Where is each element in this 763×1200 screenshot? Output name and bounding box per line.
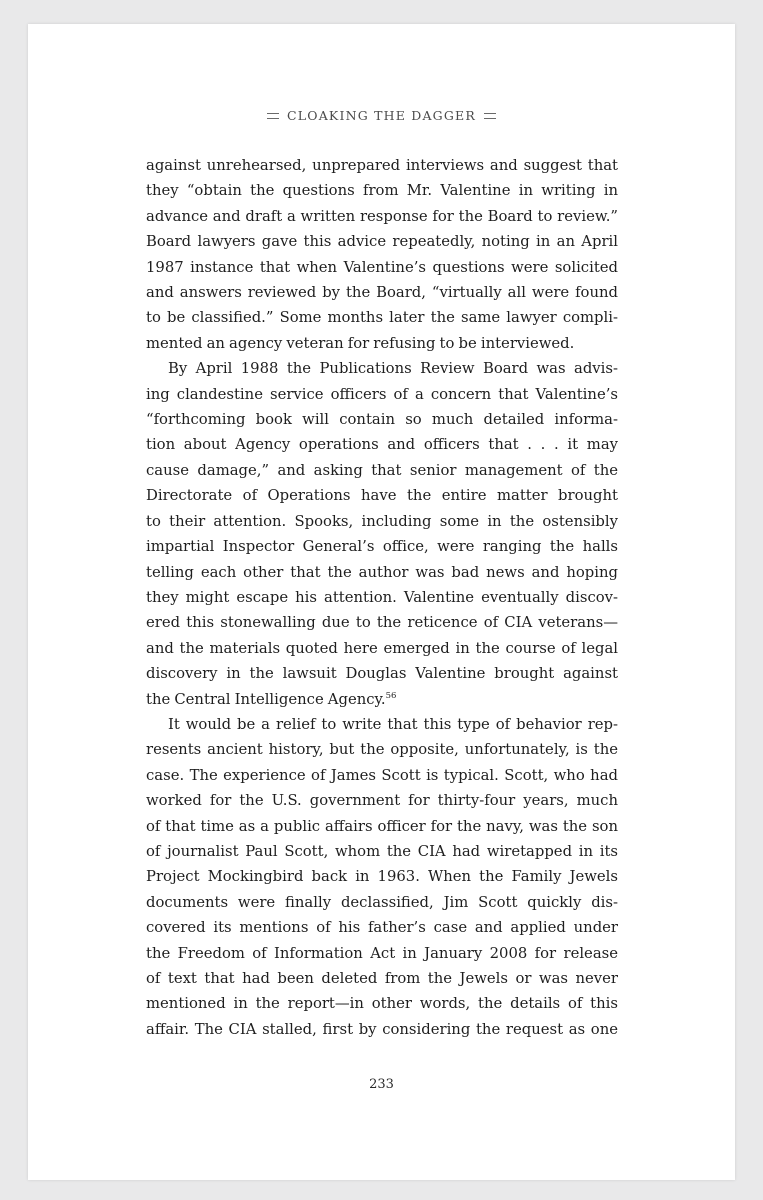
paragraph-2	[146, 356, 618, 712]
page-number: 233	[369, 1077, 394, 1092]
text-line: to be classified.” Some months later the same lawyer compli-	[146, 309, 618, 327]
text-line: discovery in the lawsuit Douglas Valentine brought against	[146, 665, 618, 683]
text-line: Project Mockingbird back in 1963. When the Family Jewels	[146, 868, 618, 886]
paragraph-1	[146, 153, 618, 356]
running-head	[28, 108, 735, 123]
text-line: ing clandestine service officers of a concern that Valentine’s	[146, 385, 618, 403]
text-line: mentioned in the report—in other words, the details of this	[146, 995, 618, 1013]
text-line: case. The experience of James Scott is typical. Scott, who had	[146, 766, 618, 784]
text-line: tion about Agency operations and officers that . . . it may	[146, 436, 618, 454]
text-line: worked for the U.S. government for thirty-four years, much	[146, 792, 618, 810]
text-line: documents were finally declassified, Jim Scott quickly dis-	[146, 893, 618, 911]
text-line: ered this stonewalling due to the reticence of CIA veterans—	[146, 614, 618, 632]
text-line: Directorate of Operations have the entire matter brought	[146, 487, 618, 505]
text-line: of journalist Paul Scott, whom the CIA had wiretapped in its	[146, 842, 618, 860]
text-line: 1987 instance that when Valentine’s questions were solicited	[146, 258, 618, 276]
text-line: cause damage,” and asking that senior management of the	[146, 461, 618, 479]
left-double-rule	[267, 113, 279, 119]
text-line: telling each other that the author was bad news and hoping	[146, 563, 618, 581]
paragraph-3	[146, 712, 618, 1042]
text-line: affair. The CIA stalled, first by considering the request as one	[146, 1020, 618, 1038]
text-line: By April 1988 the Publications Review Board was advis-	[168, 360, 618, 378]
right-double-rule	[484, 113, 496, 119]
text-line: and answers reviewed by the Board, “virtually all were found	[146, 284, 618, 302]
text-line: the Freedom of Information Act in January 2008 for release	[146, 944, 618, 962]
text-line: “forthcoming book will contain so much detailed informa-	[146, 411, 618, 429]
text-line: Board lawyers gave this advice repeatedly, noting in an April	[146, 233, 618, 251]
text-line: against unrehearsed, unprepared interviews and suggest that	[146, 157, 618, 174]
book-page	[28, 24, 735, 1180]
text-line: covered its mentions of his father’s case and applied under	[146, 919, 618, 937]
text-line: mented an agency veteran for refusing to be interviewed.	[146, 334, 575, 352]
text-line: and the materials quoted here emerged in the course of legal	[146, 639, 618, 657]
text-line: of that time as a public affairs officer for the navy, was the son	[146, 817, 618, 835]
text-line: It would be a relief to write that this type of behavior rep-	[168, 715, 618, 733]
text-line: the Central Intelligence Agency.	[146, 690, 386, 708]
body-text	[146, 153, 618, 1042]
text-line-with-footnote	[146, 687, 618, 712]
text-line: they “obtain the questions from Mr. Valentine in writing in	[146, 182, 618, 200]
text-line: they might escape his attention. Valentine eventually discov-	[146, 588, 618, 606]
text-line: to their attention. Spooks, including some in the ostensibly	[146, 512, 618, 530]
text-line: resents ancient history, but the opposite, unfortunately, is the	[146, 741, 618, 759]
footnote-marker[interactable]: 56	[385, 690, 397, 701]
text-line: advance and draft a written response for the Board to review.”	[146, 207, 618, 225]
text-line: of text that had been deleted from the Jewels or was never	[146, 970, 618, 987]
text-line: impartial Inspector General’s office, were ranging the halls	[146, 538, 618, 556]
running-head-title: CLOAKING THE DAGGER	[286, 108, 476, 123]
